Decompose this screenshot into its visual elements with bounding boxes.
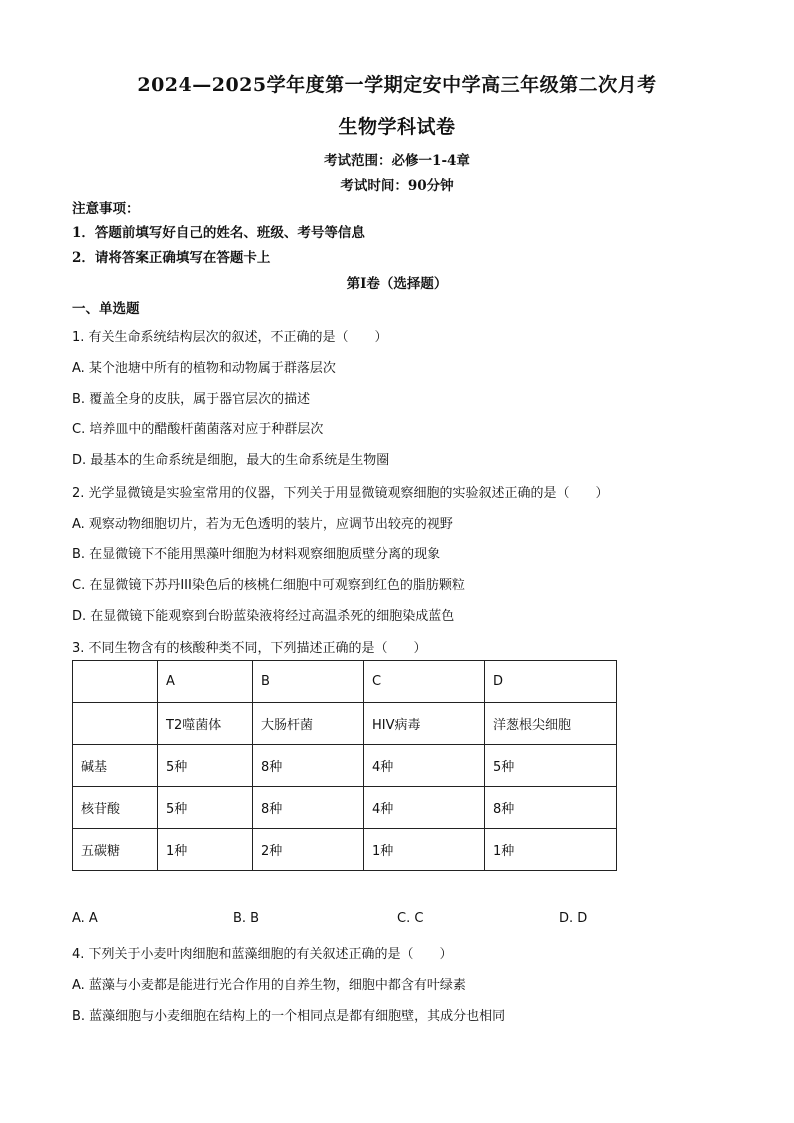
table-cell: 洋葱根尖细胞 xyxy=(485,703,617,745)
table-cell: 4种 xyxy=(364,745,485,787)
question-1-option-c: C. 培养皿中的醋酸杆菌菌落对应于种群层次 xyxy=(72,422,324,437)
table-cell: 1种 xyxy=(158,829,253,871)
question-4-option-a: A. 蓝藻与小麦都是能进行光合作用的自养生物，细胞中都含有叶绿素 xyxy=(72,978,466,993)
table-cell: 8种 xyxy=(485,787,617,829)
section-title: 一、单选题 xyxy=(72,301,140,317)
table-cell: 5种 xyxy=(158,787,253,829)
table-cell: B xyxy=(253,661,364,703)
question-1-stem: 1. 有关生命系统结构层次的叙述，不正确的是（ ） xyxy=(72,330,388,345)
question-2-option-a: A. 观察动物细胞切片，若为无色透明的装片，应调节出较亮的视野 xyxy=(72,517,453,532)
table-cell: 5种 xyxy=(158,745,253,787)
question-1-option-d: D. 最基本的生命系统是细胞，最大的生命系统是生物圈 xyxy=(72,453,390,468)
table-cell: 五碳糖 xyxy=(73,829,158,871)
question-1-option-a: A. 某个池塘中所有的植物和动物属于群落层次 xyxy=(72,361,336,376)
table-row xyxy=(73,661,617,703)
question-4-stem: 4. 下列关于小麦叶肉细胞和蓝藻细胞的有关叙述正确的是（ ） xyxy=(72,947,453,962)
question-4-option-b: B. 蓝藻细胞与小麦细胞在结构上的一个相同点是都有细胞壁，其成分也相同 xyxy=(72,1009,506,1024)
question-3-answer-a: A. A xyxy=(72,911,98,926)
question-2-option-d: D. 在显微镜下能观察到台盼蓝染液将经过高温杀死的细胞染成蓝色 xyxy=(72,609,455,624)
table-cell: 1种 xyxy=(485,829,617,871)
question-2-stem: 2. 光学显微镜是实验室常用的仪器，下列关于用显微镜观察细胞的实验叙述正确的是（ ） xyxy=(72,486,609,501)
table-cell: HIV病毒 xyxy=(364,703,485,745)
question-2-option-b: B. 在显微镜下不能用黑藻叶细胞为材料观察细胞质壁分离的现象 xyxy=(72,547,441,562)
exam-scope: 考试范围：必修一1-4章 xyxy=(324,153,470,169)
volume-title: 第I卷（选择题） xyxy=(346,276,448,292)
table-row xyxy=(73,829,617,871)
table-cell: 8种 xyxy=(253,745,364,787)
table-cell xyxy=(73,661,158,703)
table-cell: 大肠杆菌 xyxy=(253,703,364,745)
table-cell xyxy=(73,703,158,745)
table-cell: D xyxy=(485,661,617,703)
notes-item-2: 2．请将答案正确填写在答题卡上 xyxy=(72,250,271,266)
table-row xyxy=(73,787,617,829)
question-2-option-c: C. 在显微镜下苏丹III染色后的核桃仁细胞中可观察到红色的脂肪颗粒 xyxy=(72,578,465,593)
table-cell: A xyxy=(158,661,253,703)
question-3-answer-c: C. C xyxy=(397,911,424,926)
table-row xyxy=(73,745,617,787)
question-3-answers xyxy=(72,911,592,929)
table-cell: 5种 xyxy=(485,745,617,787)
table-cell: 碱基 xyxy=(73,745,158,787)
notes-item-1: 1．答题前填写好自己的姓名、班级、考号等信息 xyxy=(72,225,365,241)
table-cell: C xyxy=(364,661,485,703)
table-row xyxy=(73,703,617,745)
exam-subtitle: 生物学科试卷 xyxy=(338,116,456,138)
question-3-answer-b: B. B xyxy=(233,911,260,926)
table-cell: T2噬菌体 xyxy=(158,703,253,745)
table-cell: 核苷酸 xyxy=(73,787,158,829)
table-cell: 4种 xyxy=(364,787,485,829)
nucleic-acid-table xyxy=(72,660,617,871)
table-cell: 8种 xyxy=(253,787,364,829)
notes-heading: 注意事项： xyxy=(72,201,140,217)
table-cell: 2种 xyxy=(253,829,364,871)
exam-title: 2024—2025学年度第一学期定安中学高三年级第二次月考 xyxy=(137,74,657,96)
exam-time: 考试时间：90分钟 xyxy=(340,178,454,194)
question-1-option-b: B. 覆盖全身的皮肤，属于器官层次的描述 xyxy=(72,392,311,407)
table-cell: 1种 xyxy=(364,829,485,871)
question-3-stem: 3. 不同生物含有的核酸种类不同，下列描述正确的是（ ） xyxy=(72,641,427,656)
question-3-answer-d: D. D xyxy=(559,911,588,926)
